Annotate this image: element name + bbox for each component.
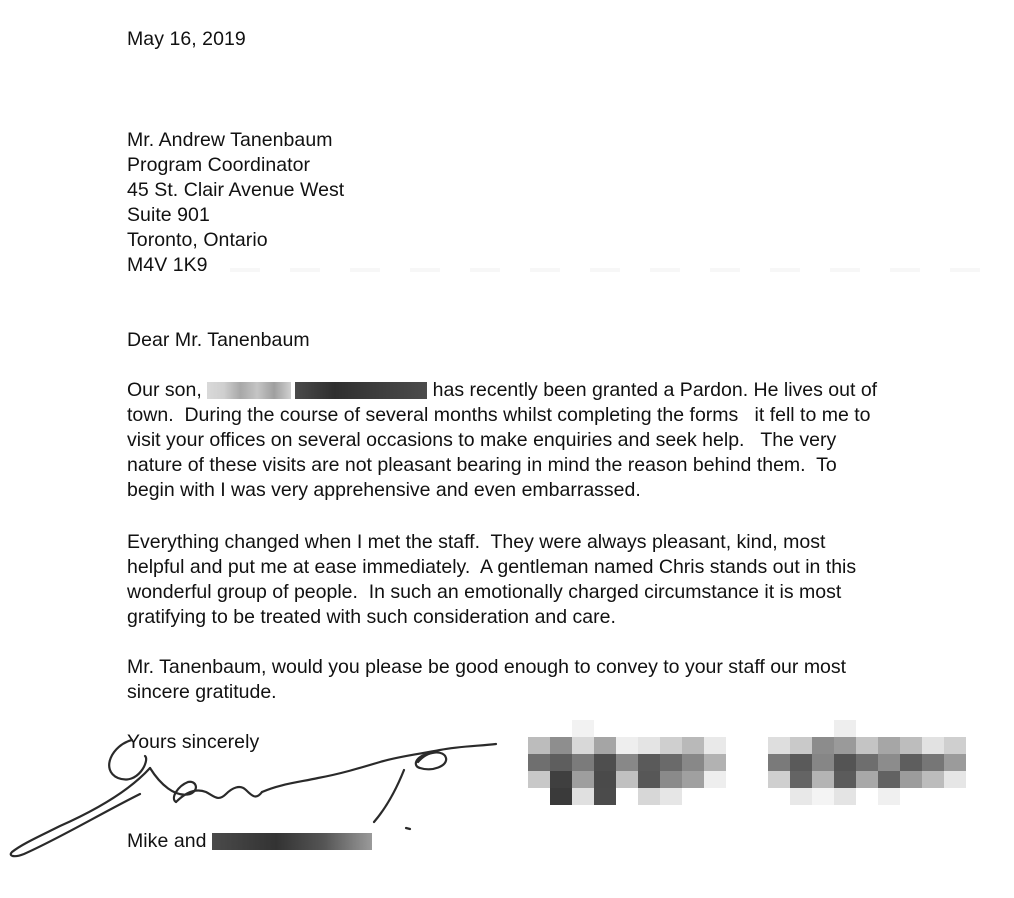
redacted-name-block-2 <box>768 720 966 805</box>
paragraph-1-line-4: nature of these visits are not pleasant bearing in mind the reason behind them. To <box>127 454 837 476</box>
recipient-suite: Suite 901 <box>127 204 210 226</box>
paragraph-2-line-1: Everything changed when I met the staff. They were always pleasant, kind, most <box>127 531 826 553</box>
paragraph-1-line-5: begin with I was very apprehensive and even embarrassed. <box>127 479 641 501</box>
paragraph-2-line-3: wonderful group of people. In such an emotionally charged circumstance it is most <box>127 581 842 603</box>
recipient-postal: M4V 1K9 <box>127 254 208 276</box>
paragraph-3-line-1: Mr. Tanenbaum, would you please be good enough to convey to your staff our most <box>127 656 847 678</box>
paragraph-3 <box>127 655 987 705</box>
recipient-title: Program Coordinator <box>127 154 311 176</box>
paragraph-2 <box>127 530 987 630</box>
paragraph-3-line-2: sincere gratitude. <box>127 681 277 703</box>
scan-artifact <box>230 268 1010 272</box>
recipient-name: Mr. Andrew Tanenbaum <box>127 129 333 151</box>
signature-scribble <box>0 710 520 880</box>
salutation: Dear Mr. Tanenbaum <box>127 329 310 351</box>
paragraph-1-line-3: visit your offices on several occasions to make enquiries and seek help. The very <box>127 429 837 451</box>
paragraph-2-line-2: helpful and put me at ease immediately. A gentleman named Chris stands out in this <box>127 556 857 578</box>
paragraph-1-line-1-end: has recently been granted a Pardon. He lives out of <box>432 379 878 401</box>
closing: Yours sincerely <box>127 731 260 753</box>
paragraph-1-line-1 <box>127 378 987 403</box>
paragraph-1-line-2: town. During the course of several months whilst completing the forms it fell to me to <box>127 404 871 426</box>
signoff-start: Mike and <box>127 830 207 852</box>
redacted-first-name <box>207 382 291 399</box>
recipient-city: Toronto, Ontario <box>127 229 268 251</box>
paragraph-2-line-4: gratifying to be treated with such consideration and care. <box>127 606 616 628</box>
redacted-name-block-1 <box>528 720 726 805</box>
paragraph-1-line-1-start: Our son, <box>127 379 202 401</box>
signoff <box>127 829 372 854</box>
redacted-second-name <box>212 833 372 850</box>
redacted-last-name <box>295 382 427 399</box>
letter-date: May 16, 2019 <box>127 28 246 50</box>
recipient-street: 45 St. Clair Avenue West <box>127 179 345 201</box>
paragraph-1 <box>127 378 987 503</box>
